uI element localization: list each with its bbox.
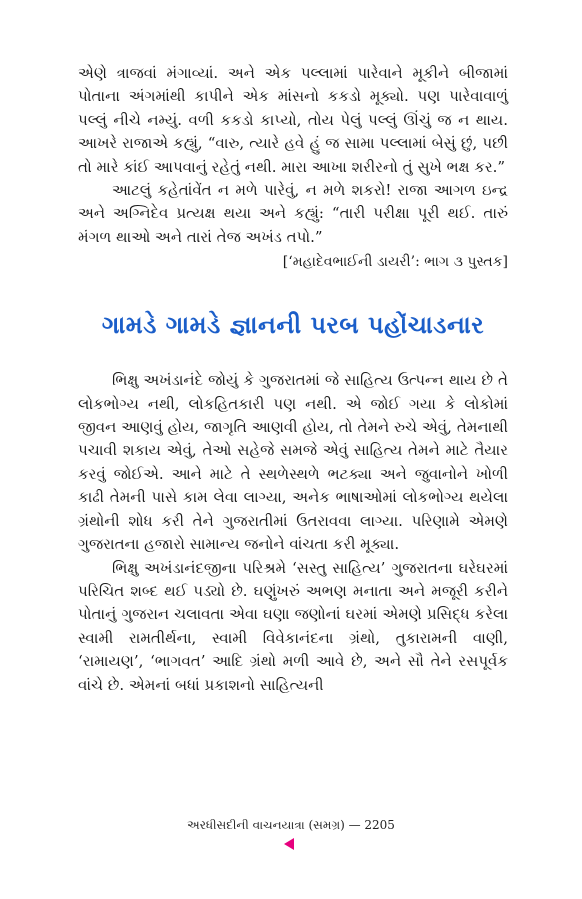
section-paragraph-2: ભિક્ષુ અખંડાનંદજીના પરિશ્રમે ‘સસ્તુ સાહિત્ય’ ગુજરાતના ઘરેઘરમાં પરિચિત શબ્દ થઈ પડ્યો છે. ઘણુંખરું અભણ મનાતા અને મજૂરી કરીને પોતાનું ગુજરાન ચલાવતા એવા ઘણા જણોનાં ઘરમાં એમણે પ્રસિદ્ધ કરેલા સ્વામી રામતીર્થના, સ્વામી વિવેકાનંદના ગ્રંથો, તુકારામની વાણી, ‘રામાયણ’, ‘ભાગવત’ આદિ ગ્રંથો મળી આવે છે, અને સૌ તેને રસપૂર્વક વાંચે છે. એમનાં બધાં પ્રકાશનો સાહિત્યની [78,558,508,694]
story-paragraph-2: આટલું કહેતાંવેંત ન મળે પારેવું, ન મળે શકરો! રાજા આગળ ઇન્દ્ર અને અગ્નિદેવ પ્રત્યક્ષ થયા અને કહ્યું: “તારી પરીક્ષા પૂરી થઈ. તારું મંગળ થાઓ અને તારાં તેજ અખંડ તપો.” [78,181,508,246]
source-citation: [‘મહાદેવભાઈની ડાયરી’: ભાગ ૩ પુસ્તક] [282,254,508,271]
page-content [78,62,508,697]
section-title: ગામડે ગામડે જ્ઞાનની પરબ પહોંચાડનાર [101,311,485,340]
story-paragraph-1: એણે ત્રાજવાં મંગાવ્યાં. અને એક પલ્લામાં પારેવાને મૂકીને બીજામાં પોતાના અંગમાંથી કાપીને એક માંસનો કકડો મૂક્યો. પણ પારેવાવાળું પલ્લું નીચે નમ્યું. વળી કકડો કાપ્યો, તોય પેલું પલ્લું ઊંચું જ ન થાય. આખરે રાજાએ કહ્યું, “વારુ, ત્યારે હવે હું જ સામા પલ્લામાં બેસું છું, પછી તો મારે કાંઈ આપવાનું રહેતું નથી. મારા આખા શરીરનો તું સુખે ભક્ષ કર.” [78,64,508,176]
section-paragraph-1: ભિક્ષુ અખંડાનંદે જોયું કે ગુજરાતમાં જે સાહિત્ય ઉત્પન્ન થાય છે તે લોકભોગ્ય નથી, લોકહિતકારી પણ નથી. એ જોઈ ગયા કે લોકોમાં જીવન આણવું હોય, જાગૃતિ આણવી હોય, તો તેમને રુચે એવું, તેમનાથી પચાવી શકાય એવું, તેઓ સહેજે સમજે એવું સાહિત્ય તેમને માટે તૈયાર કરવું જોઈએ. આને માટે તે સ્થળેસ્થળે ભટક્યા અને જુવાનોને ખોળી કાઢી તેમની પાસે કામ લેવા લાગ્યા, અનેક ભાષાઓમાં લોકભોગ્ય થયેલા ગ્રંથોની શોધ કરી તેને ગુજરાતીમાં ઉતરાવવા લાગ્યા. પરિણામે એમણે ગુજરાતના હજારો સામાન્ય જનોને વાંચતા કરી મૂક્યા. [78,371,508,554]
page-footer: અરધીસદીની વાચનયાત્રા (સમગ્ર) — 2205 [187,818,395,832]
left-triangle-arrow-icon[interactable] [284,838,294,850]
